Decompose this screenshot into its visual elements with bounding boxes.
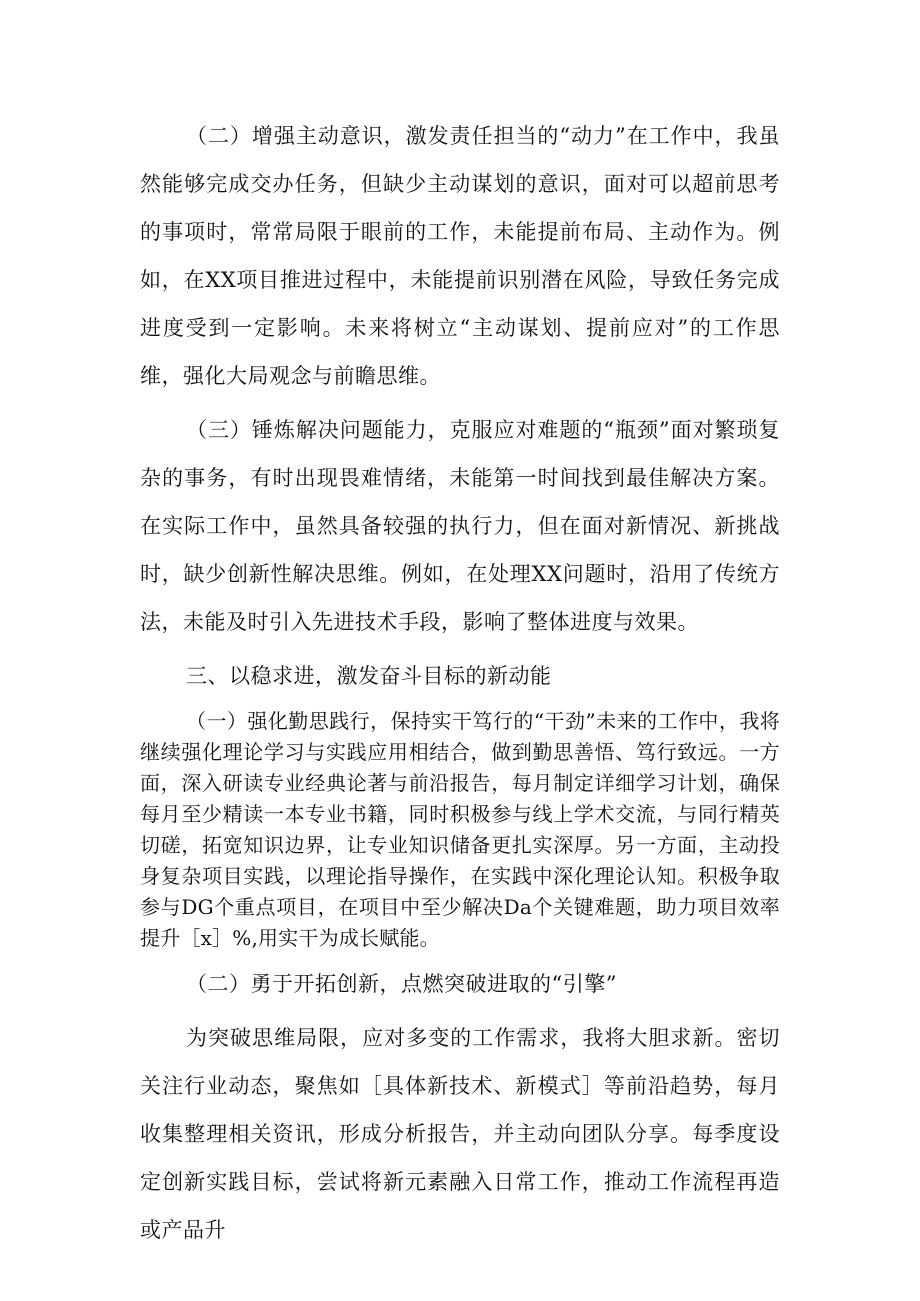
section-heading-three: 三、以稳求进，激发奋斗目标的新动能 (186, 664, 552, 688)
paragraph-problem-solving: （三）锤炼解决问题能力，克服应对难题的“瓶颈”面对繁琐复杂的事务，有时出现畏难情绪，未能第一时间找到最佳解决方案。在实际工作中，虽然具备较强的执行力，但在面对新情况、新挑战时，缺少创新性解决思维。例如，在处理XX问题时，沿用了传统方法，未能及时引入先进技术手段，影响了整体进度与效果。 (140, 418, 780, 634)
paragraph-diligent-practice: （一）强化勤思践行，保持实干笃行的“干劲”未来的工作中，我将继续强化理论学习与实践应用相结合，做到勤思善悟、笃行致远。一方面，深入研读专业经典论著与前沿报告，每月制定详细学习计划，确保每月至少精读一本专业书籍，同时积极参与线上学术交流，与同行精英切磋，拓宽知识边界，让专业知识储备更扎实深厚。另一方面，主动投身复杂项目实践，以理论指导操作，在实践中深化理论认知。积极争取参与DG个重点项目，在项目中至少解决Da个关键难题，助力项目效率提升［x］%,用实干为成长赋能。 (140, 709, 780, 950)
paragraph-proactive-awareness: （二）增强主动意识，激发责任担当的“动力”在工作中，我虽然能够完成交办任务，但缺少主动谋划的意识，面对可以超前思考的事项时，常常局限于眼前的工作，未能提前布局、主动作为。例如，在XX项目推进过程中，未能提前识别潜在风险，导致任务完成进度受到一定影响。未来将树立“主动谋划、提前应对”的工作思维，强化大局观念与前瞻思维。 (140, 124, 780, 388)
document-body (140, 112, 780, 1254)
paragraph-innovation-plan: 为突破思维局限，应对多变的工作需求，我将大胆求新。密切关注行业动态，聚焦如［具体新技术、新模式］等前沿趋势，每月收集整理相关资讯，形成分析报告，并主动向团队分享。每季度设定创新实践目标，尝试将新元素融入日常工作，推动工作流程再造或产品升 (140, 1026, 780, 1242)
subheading-innovation: （二）勇于开拓创新，点燃突破进取的“引擎” (186, 972, 617, 996)
